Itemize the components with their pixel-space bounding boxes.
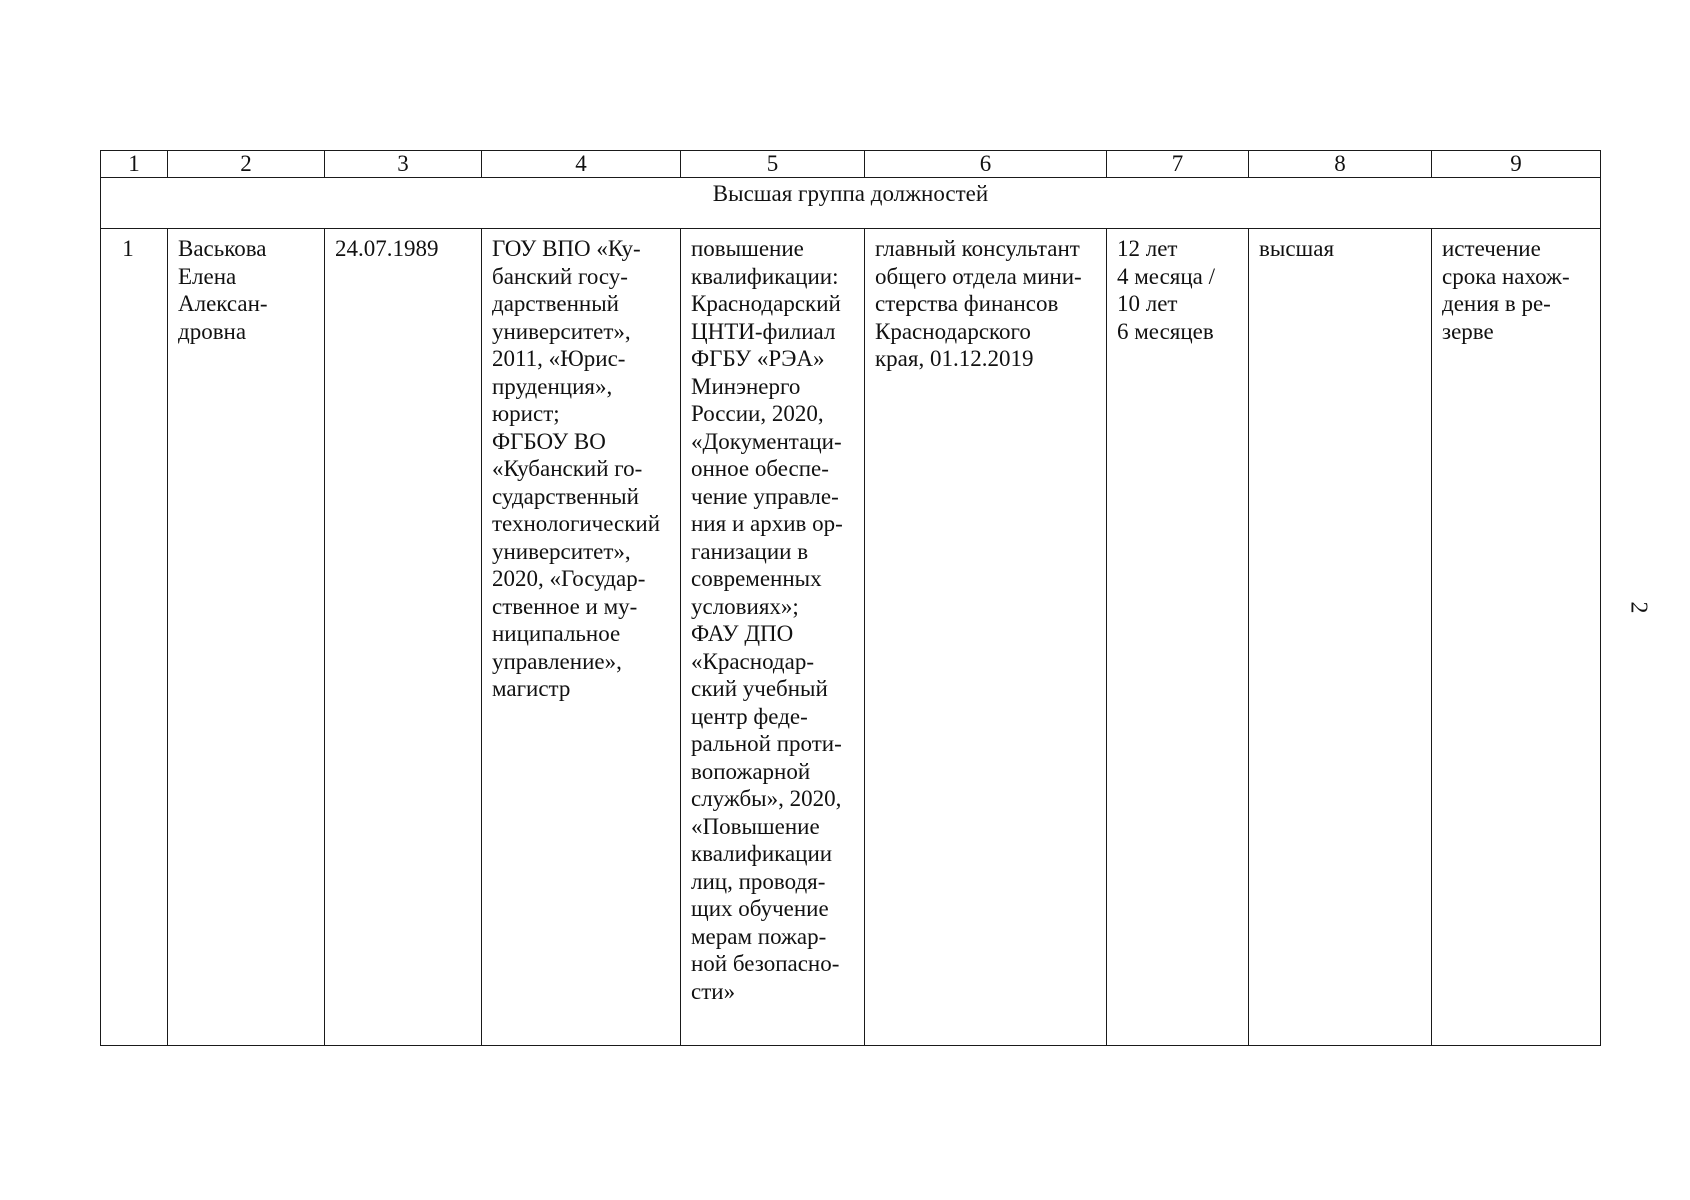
group-header-row xyxy=(101,178,1601,229)
row-index-cell: 1 xyxy=(101,229,168,1046)
column-number-cell: 3 xyxy=(325,151,482,178)
column-number-cell: 9 xyxy=(1432,151,1601,178)
column-number-cell: 8 xyxy=(1249,151,1432,178)
class-rank-cell: высшая xyxy=(1249,229,1432,1046)
group-title: Высшая группа должностей xyxy=(101,178,1601,229)
exclusion-reason-cell: истечение срока нахож- дения в ре- зерве xyxy=(1432,229,1601,1046)
column-number-cell: 4 xyxy=(482,151,681,178)
experience-cell: 12 лет 4 месяца / 10 лет 6 месяцев xyxy=(1107,229,1249,1046)
column-number-cell: 7 xyxy=(1107,151,1249,178)
table-row xyxy=(101,229,1601,1046)
column-number-cell: 6 xyxy=(865,151,1107,178)
reserve-table xyxy=(100,150,1601,1046)
additional-education-cell: повышение квалификации: Краснодарский ЦНТИ-филиал ФГБУ «РЭА» Минэнерго России, 2020, «Документаци- онное обеспе- чение управле- ния и архив ор- ганизации в современных условиях»; ФАУ ДПО «Краснодар- ский учебный центр феде- ральной проти- вопожарной службы», 2020, «Повышение квалификации лиц, проводя- щих обучение мерам пожар- ной безопасно- сти» xyxy=(681,229,865,1046)
column-number-cell: 5 xyxy=(681,151,865,178)
page-number: 2 xyxy=(1625,601,1652,614)
birth-date-cell: 24.07.1989 xyxy=(325,229,482,1046)
position-cell: главный консультант общего отдела мини- стерства финансов Краснодарского края, 01.12.2019 xyxy=(865,229,1107,1046)
column-number-cell: 2 xyxy=(168,151,325,178)
column-number-row xyxy=(101,151,1601,178)
education-cell: ГОУ ВПО «Ку- банский госу- дарственный университет», 2011, «Юрис- пруденция», юрист; ФГБОУ ВО «Кубанский го- сударственный технологический университет», 2020, «Государ- ственное и му- ниципальное управление», магистр xyxy=(482,229,681,1046)
full-name-cell: Васькова Елена Алексан- дровна xyxy=(168,229,325,1046)
column-number-cell: 1 xyxy=(101,151,168,178)
